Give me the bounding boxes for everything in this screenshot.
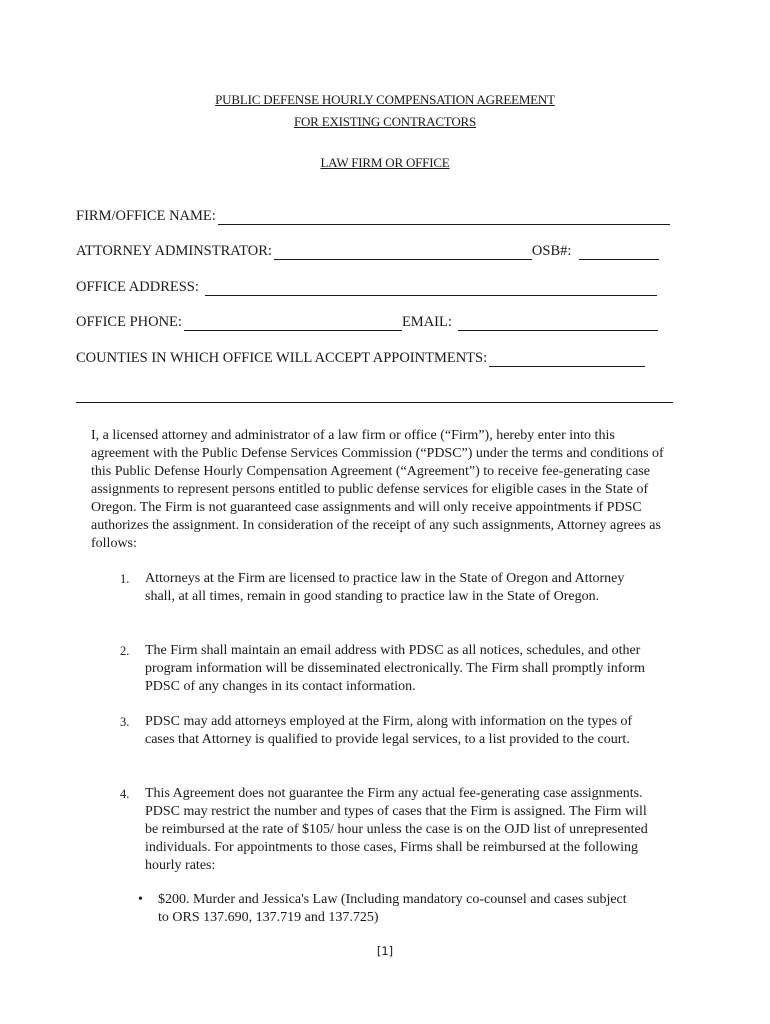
counties-label: COUNTIES IN WHICH OFFICE WILL ACCEPT APPOINTMENTS: [76,350,488,366]
agreement-title: PUBLIC DEFENSE HOURLY COMPENSATION AGREEMENT [215,92,555,107]
list-item-text: The Firm shall maintain an email address with PDSC as all notices, schedules, and other program information will be disseminated electronically. The Firm shall promptly inform PDSC of any changes in its contact information. [145,643,646,694]
list-item [120,570,650,606]
list-item [120,785,650,875]
attorney-admin-row [76,243,659,260]
attorney-admin-field[interactable] [274,245,532,260]
office-address-label: OFFICE ADDRESS: [76,279,199,295]
phone-email-row [76,314,658,331]
intro-paragraph: I, a licensed attorney and administrator of a law firm or office (“Firm”), hereby enter into this agreement with the Public Defense Services Commission (“PDSC”) under the terms and conditions of this Public Defense Hourly Compensation Agreement (“Agreement”) to receive fee-generating case assignments to represent persons entitled to public defense services for eligible cases in the State of Oregon. The Firm is not guaranteed case assignments and will only receive appointments if PDSC authorizes the assignment. In consideration of the receipt of any such assignments, Attorney agrees as follows: [91,428,664,551]
list-item [120,713,650,749]
agreement-title-line2: FOR EXISTING CONTRACTORS [293,114,477,129]
firm-name-row [76,208,670,225]
list-item-number: 1. [120,572,130,586]
office-phone-label: OFFICE PHONE: [76,314,182,330]
office-phone-field[interactable] [184,316,402,331]
osb-label: OSB#: [531,243,572,259]
list-item [120,642,650,696]
list-item-number: 4. [120,787,130,801]
osb-field[interactable] [579,245,659,260]
bullet-icon: • [138,892,143,907]
counties-continuation-line[interactable] [76,402,673,403]
rate-bullet [138,891,638,927]
office-address-field[interactable] [205,281,657,296]
list-item-number: 3. [120,715,130,729]
firm-name-label: FIRM/OFFICE NAME: [76,208,216,224]
counties-row [76,350,645,367]
counties-field[interactable] [489,352,645,367]
list-item-number: 2. [120,644,130,658]
page-number: [1] [376,944,394,958]
firm-name-field[interactable] [218,210,670,225]
office-address-row [76,279,657,296]
bullet-text: $200. Murder and Jessica's Law (Including mandatory co-counsel and cases subject to ORS 137.690, 137.719 and 137.725) [158,892,627,925]
email-label: EMAIL: [401,314,452,330]
email-field[interactable] [458,316,658,331]
list-item-text: Attorneys at the Firm are licensed to practice law in the State of Oregon and Attorney shall, at all times, remain in good standing to practice law in the State of Oregon. [145,571,625,604]
attorney-admin-label: ATTORNEY ADMINSTRATOR: [76,243,272,259]
agreement-subtitle: LAW FIRM OR OFFICE [320,155,450,170]
list-item-text: PDSC may add attorneys employed at the Firm, along with information on the types of cases that Attorney is qualified to provide legal services, to a list provided to the court. [145,714,633,747]
list-item-text: This Agreement does not guarantee the Firm any actual fee-generating case assignments. PDSC may restrict the number and types of cases that the Firm is assigned. The Firm will be reimbursed at the rate of $105/ hour unless the case is on the OJD list of unrepresented individuals. For appointments to those cases, Firms shall be reimbursed at the following hourly rates: [145,786,648,873]
